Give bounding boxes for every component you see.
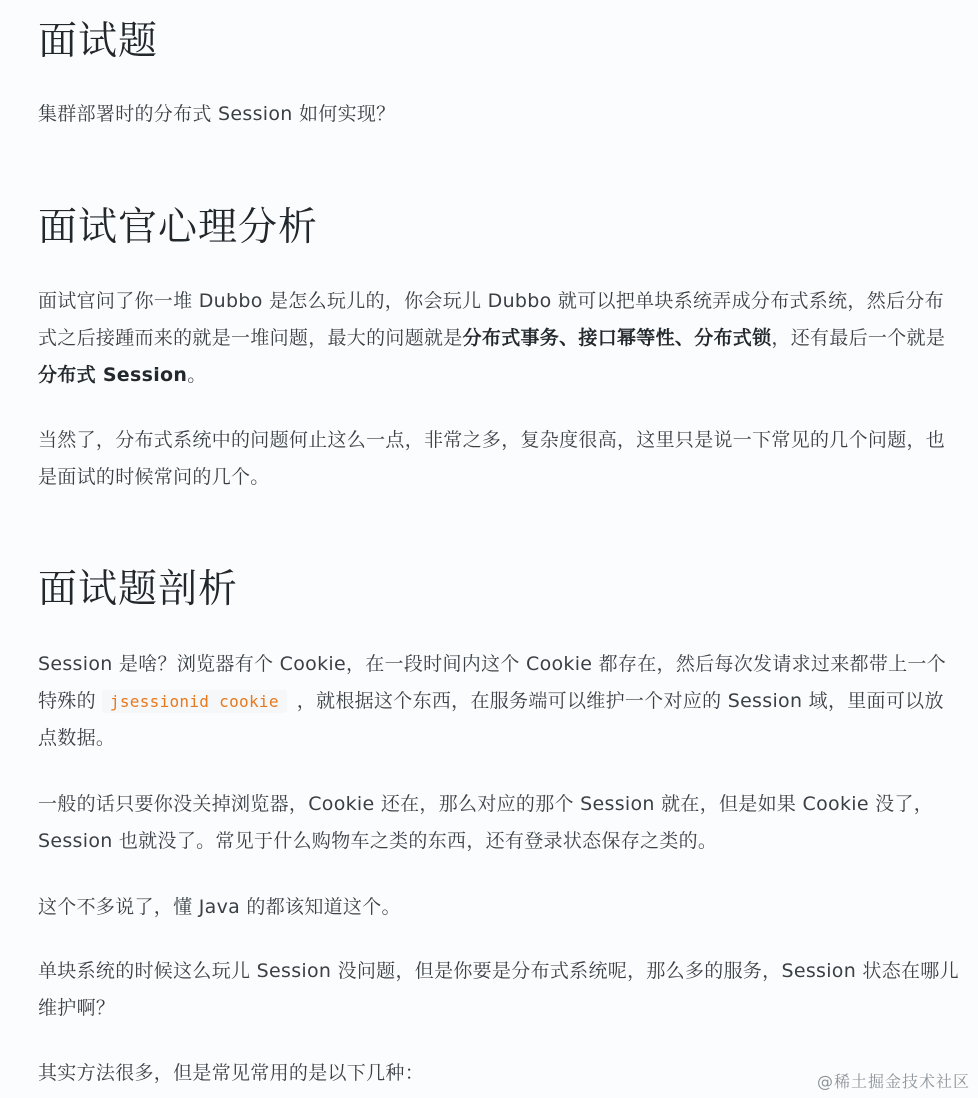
analysis-paragraph-1 [38,646,963,757]
mind-p1-bold-2: 分布式 Session [38,364,188,386]
mind-p1-text-1: 面试官问了你一堆 Dubbo 是怎么玩儿的，你会玩儿 Dubbo 就可以把单块系统弄成分布式系统，然后分布式之后接踵而来的就是一堆问题，最大的问题就是 [38,290,944,349]
inline-code-jsessionid: jsessionid cookie [102,690,287,713]
analysis-paragraph-3: 这个不多说了，懂 Java 的都该知道这个。 [38,896,401,918]
mind-p1-text-2: ，还有最后一个就是 [771,327,946,349]
heading-analysis: 面试题剖析 [38,567,239,612]
watermark-text: @稀土掘金技术社区 [816,1072,970,1091]
analysis-p1-text-2: ，就根据这个东西，在服务端可以维护一个对应的 Session 域，里面可以放点数据。 [38,690,944,749]
heading-interviewer-mind: 面试官心理分析 [38,205,319,250]
analysis-paragraph-5: 其实方法很多，但是常见常用的是以下几种： [38,1062,425,1084]
heading-question: 面试题 [38,19,159,64]
analysis-paragraph-2: 一般的话只要你没关掉浏览器，Cookie 还在，那么对应的那个 Session 就在，但是如果 Cookie 没了，Session 也就没了。常见于什么购物车之类的东西，还有登录状态保存之类的。 [38,793,934,852]
question-text: 集群部署时的分布式 Session 如何实现？ [38,103,396,125]
analysis-paragraph-4: 单块系统的时候这么玩儿 Session 没问题，但是你要是分布式系统呢，那么多的服务，Session 状态在哪儿维护啊？ [38,960,959,1019]
mind-paragraph-1 [38,283,953,394]
mind-p1-text-3: 。 [187,364,207,386]
mind-p1-bold-1: 分布式事务、接口幂等性、分布式锁 [462,327,772,349]
analysis-p1-text-1: Session 是啥？浏览器有个 Cookie，在一段时间内这个 Cookie 都存在，然后每次发请求过来都带上一个特殊的 [38,653,947,712]
mind-paragraph-2: 当然了，分布式系统中的问题何止这么一点，非常之多，复杂度很高，这里只是说一下常见的几个问题，也是面试的时候常问的几个。 [38,429,946,488]
